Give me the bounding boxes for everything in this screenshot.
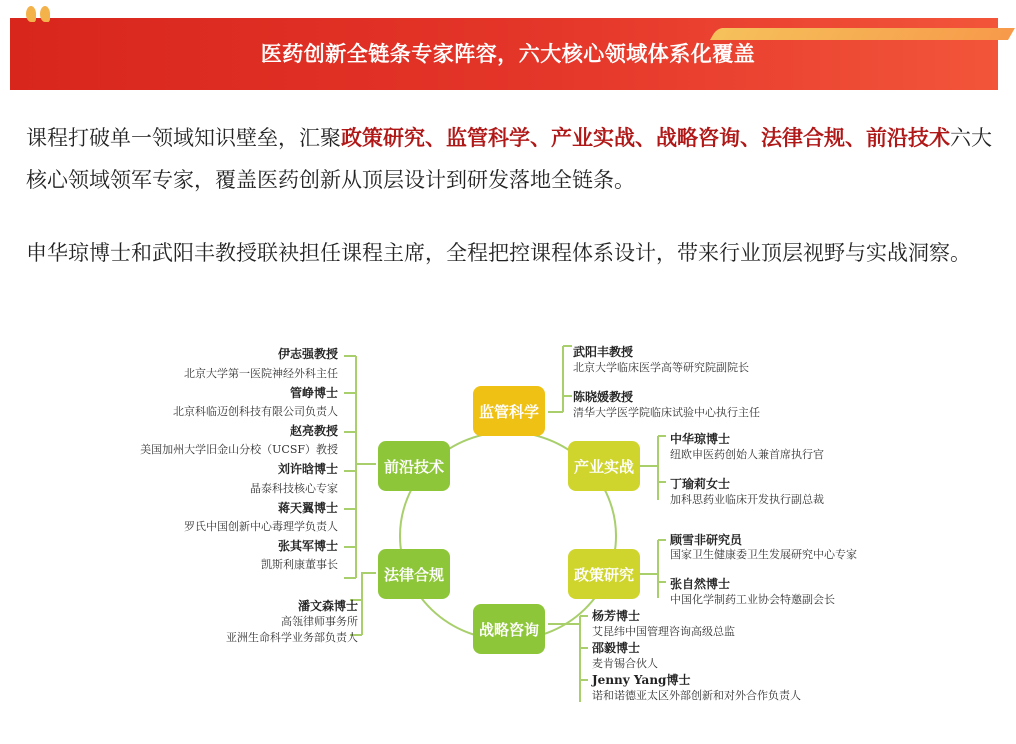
- expert-name: 蒋天翼博士: [277, 501, 338, 515]
- intro-paragraph-2: 申华琼博士和武阳丰教授联袂担任课程主席，全程把控课程体系设计，带来行业顶层视野与实战洞察。: [26, 241, 971, 265]
- expert-diagram: [0, 330, 1016, 744]
- intro-paragraph-1: [26, 117, 994, 201]
- expert-name: 张自然博士: [670, 577, 731, 591]
- expert-title: 亚洲生命科学业务部负责人: [226, 631, 358, 644]
- expert-title: 纽欧申医药创始人兼首席执行官: [670, 448, 824, 461]
- expert-title: 艾昆纬中国管理咨询高级总监: [592, 625, 735, 638]
- node-legal-compliance: 法律合规: [378, 549, 450, 599]
- highlight-domains: 政策研究、监管科学、产业实战、战略咨询、法律合规、: [341, 126, 866, 150]
- expert-title: 罗氏中国创新中心毒理学负责人: [184, 520, 338, 533]
- expert-name: 潘文森博士: [297, 599, 358, 613]
- regulatory-bracket: [548, 346, 572, 412]
- industry-bracket: [640, 436, 666, 500]
- frontier-bracket: [344, 356, 376, 578]
- expert-name: 刘许晗博士: [277, 462, 338, 476]
- highlight-domains: 前沿技术: [866, 126, 950, 150]
- expert-name: 伊志强教授: [277, 347, 338, 361]
- expert-name: Jenny Yang博士: [592, 673, 691, 687]
- expert-title: 清华大学医学院临床试验中心执行主任: [573, 406, 760, 419]
- expert-title: 国家卫生健康委卫生发展研究中心专家: [670, 548, 857, 561]
- expert-title: 诺和诺德亚太区外部创新和对外合作负责人: [592, 689, 801, 702]
- expert-name: 张其军博士: [277, 539, 338, 553]
- expert-name: 武阳丰教授: [573, 345, 634, 359]
- banner-title: 医药创新全链条专家阵容，六大核心领域体系化覆盖: [260, 42, 756, 66]
- node-policy-research: 政策研究: [568, 549, 640, 599]
- expert-name: 顾雪非研究员: [670, 533, 743, 547]
- node-regulatory-science: 监管科学: [473, 386, 545, 436]
- expert-title: 中国化学制药工业协会特邀副会长: [670, 593, 835, 606]
- node-industry-practice: 产业实战: [568, 441, 640, 491]
- node-strategy-consulting: 战略咨询: [473, 604, 545, 654]
- expert-title: 加科思药业临床开发执行副总裁: [670, 493, 824, 506]
- node-frontier-tech: 前沿技术: [378, 441, 450, 491]
- expert-name: 陈晓媛教授: [573, 390, 634, 404]
- intro-text: 六大核心领域领军专家，覆盖医药创新从顶层设计到研发落地全链条。: [26, 126, 992, 192]
- expert-name: 赵亮教授: [289, 424, 338, 438]
- intro-text: 课程打破单一领域知识壁垒，汇聚: [26, 126, 341, 150]
- strategy-bracket: [548, 616, 588, 702]
- expert-title: 北京大学临床医学高等研究院副院长: [573, 361, 749, 374]
- expert-name: 丁瑜莉女士: [670, 477, 731, 491]
- expert-title: 美国加州大学旧金山分校（UCSF）教授: [140, 443, 338, 456]
- expert-title: 凯斯利康董事长: [261, 558, 338, 571]
- expert-title: 麦肯锡合伙人: [592, 657, 658, 670]
- expert-title: 晶泰科技核心专家: [250, 482, 338, 495]
- expert-name: 中华琼博士: [670, 432, 731, 446]
- expert-title: 北京大学第一医院神经外科主任: [184, 367, 338, 380]
- expert-title: 北京科临迈创科技有限公司负责人: [173, 405, 338, 418]
- expert-name: 杨芳博士: [592, 609, 641, 623]
- policy-bracket: [640, 540, 666, 598]
- expert-name: 管峥博士: [289, 386, 338, 400]
- expert-name: 邵毅博士: [592, 641, 641, 655]
- expert-title: 高瓴律师事务所: [281, 615, 358, 628]
